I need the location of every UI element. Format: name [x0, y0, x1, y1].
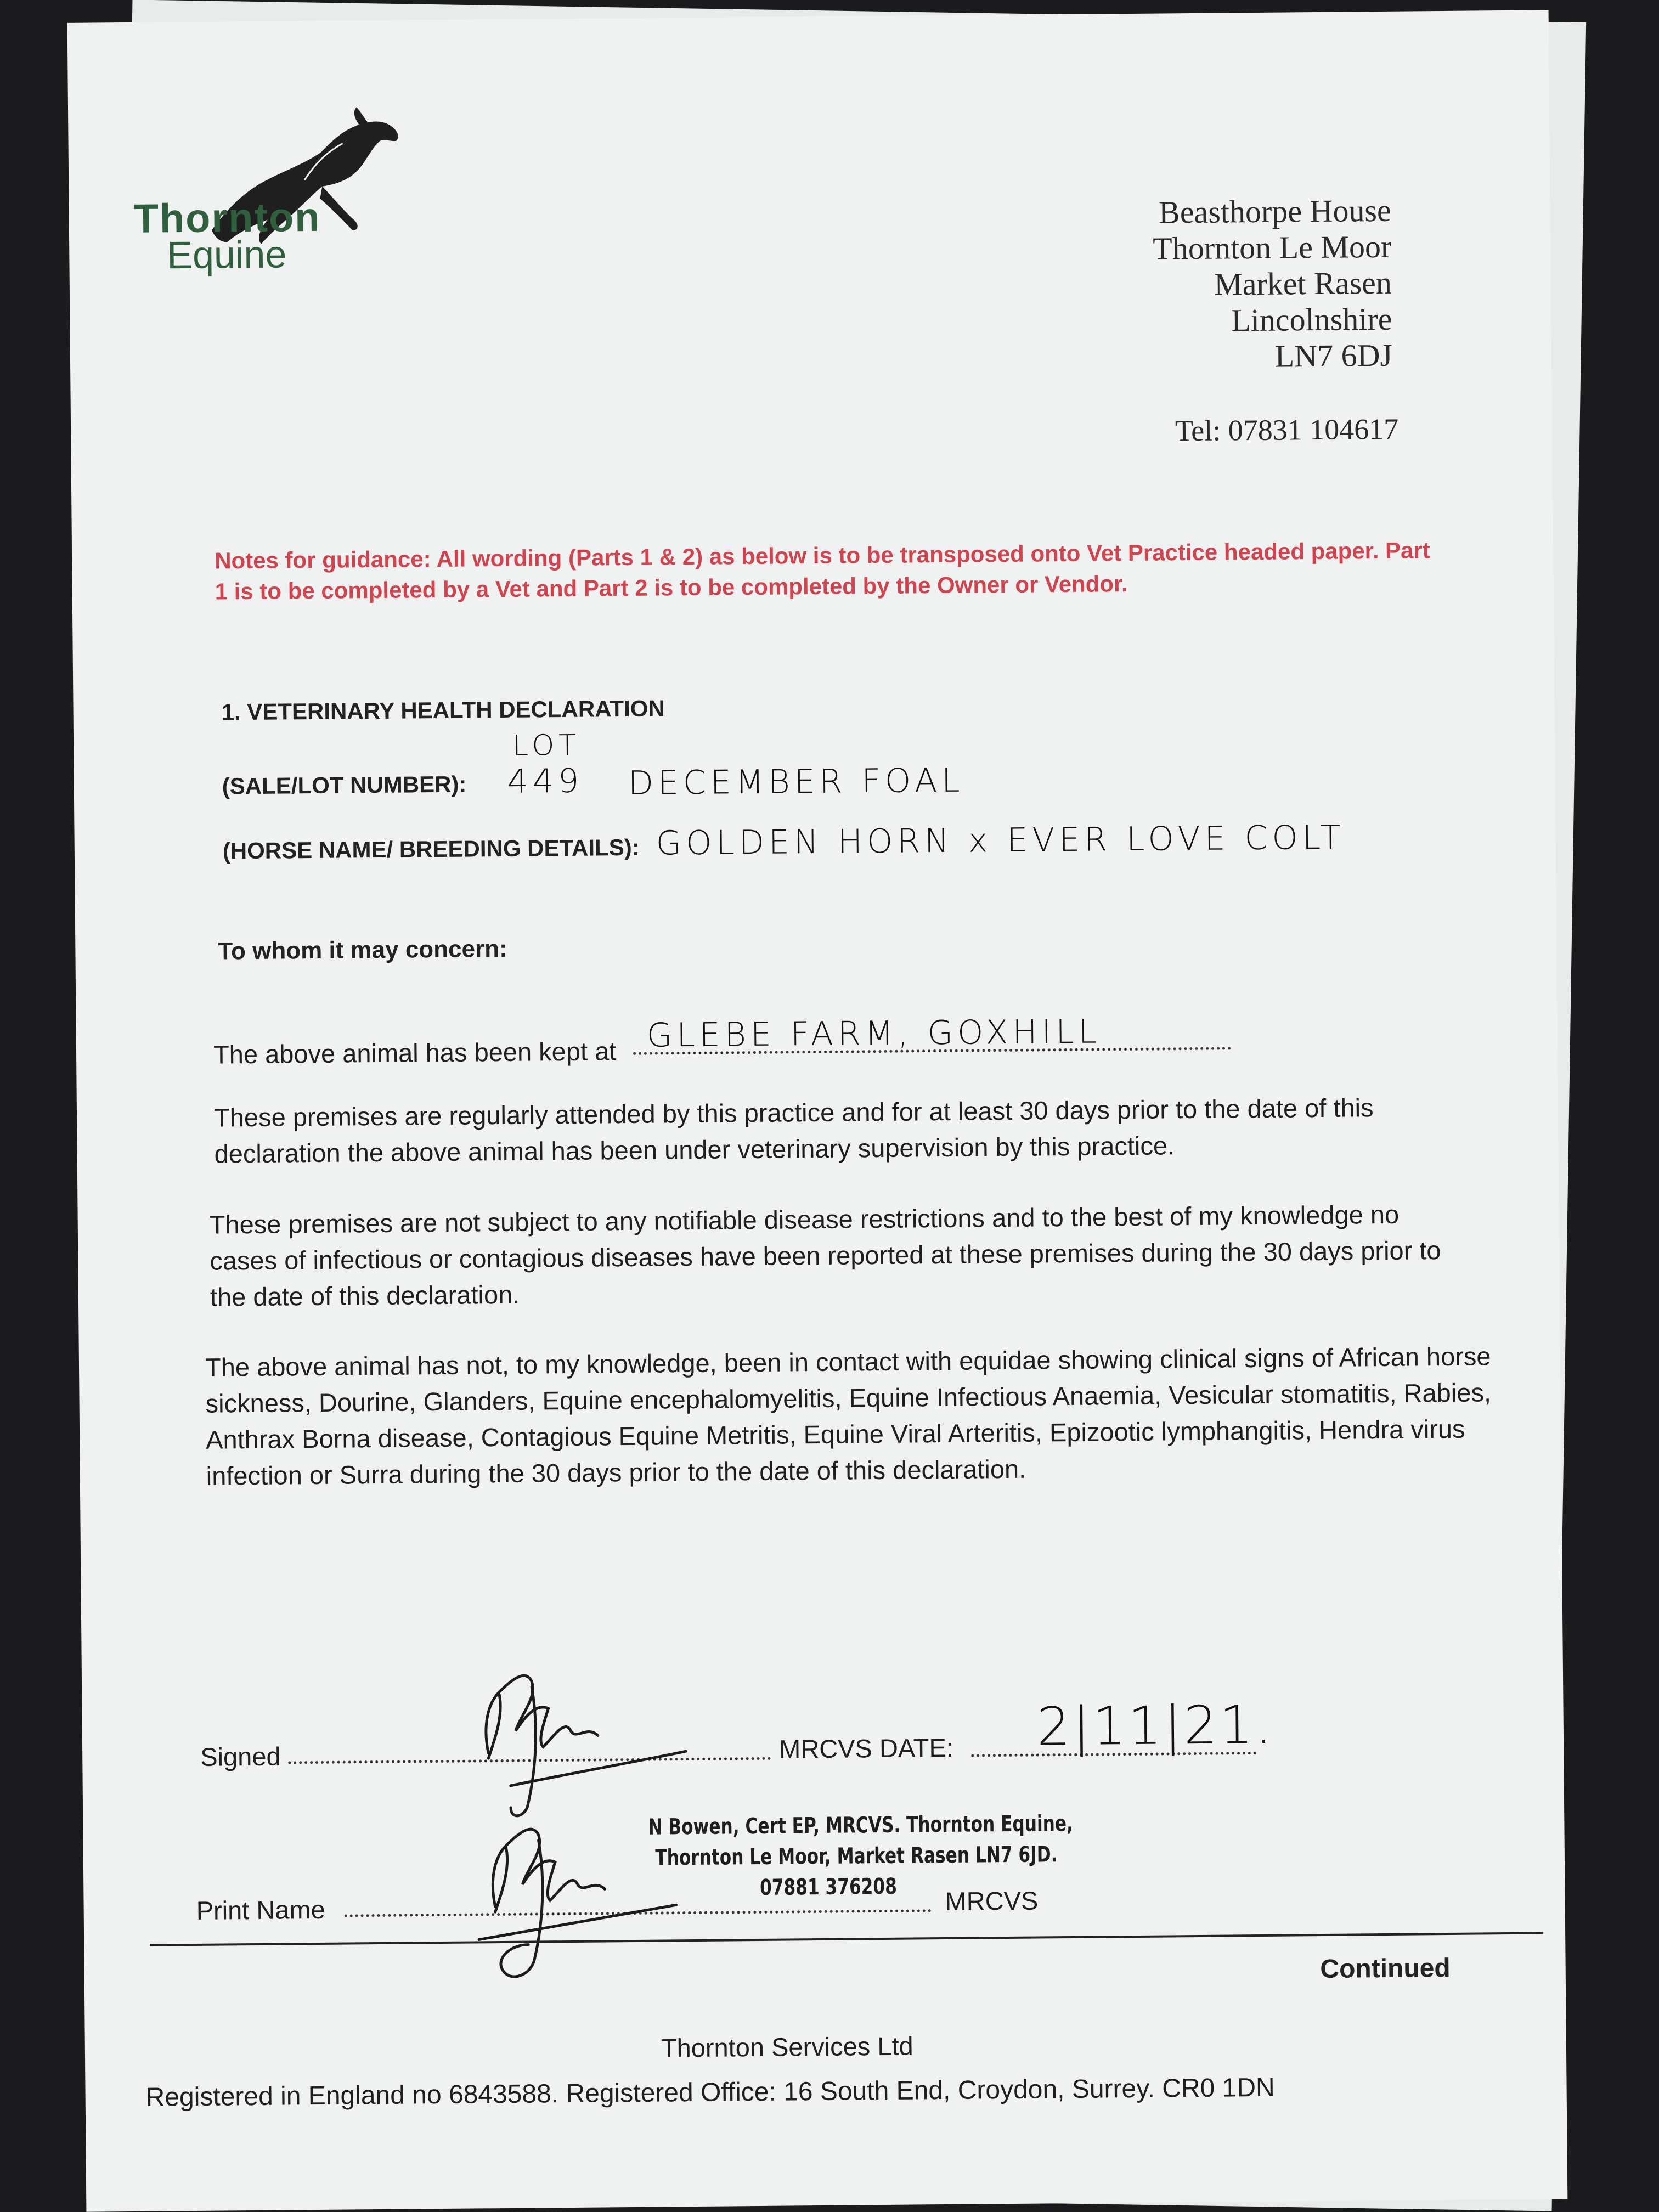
print-name-suffix: MRCVS — [945, 1886, 1039, 1916]
handwritten-horse-details: GOLDEN HORN x EVER LOVE COLT — [656, 818, 1345, 863]
paragraph-restrictions: These premises are not subject to any notifiable disease restrictions and to the best of my knowledge no cases of infectious or contagious diseases have been reported at these premises during the 30 days prior to the date of this declaration. — [209, 1199, 1441, 1312]
document-page — [67, 10, 1568, 2211]
salutation: To whom it may concern: — [218, 935, 507, 965]
telephone: Tel: 07831 104617 — [1175, 412, 1399, 448]
logo-wordmark-top: Thornton — [133, 194, 321, 241]
address-line: Lincolnshire — [1231, 301, 1392, 338]
logo-wordmark-bottom: Equine — [167, 233, 287, 277]
handwritten-premises: GLEBE FARM, GOXHILL — [646, 1012, 1102, 1055]
footer-divider — [150, 1932, 1543, 1946]
handwritten-lot: LOT — [512, 729, 581, 763]
horse-details-label: (HORSE NAME/ BREEDING DETAILS): — [222, 834, 640, 864]
address-line: LN7 6DJ — [1274, 337, 1393, 374]
address-line: Beasthorpe House — [1158, 192, 1391, 230]
paragraph-disease-contact: The above animal has not, to my knowledge, been in contact with equidae showing clinical signs of African horse sickness, Dourine, Glanders, Equine encephalomyelitis, Equine Infectious Anaemia, Vesicular stomatitis, Rabies, Anthrax Borna disease, Contagious Equine Metritis, Equine Viral Arteritis, Epizootic lymphangitis, Hendra virus infection or Surra during the 30 days prior to the date of this declaration. — [205, 1341, 1492, 1491]
handwritten-date: 2|11|21. — [1036, 1694, 1274, 1758]
stamp-line: Thornton Le Moor, Market Rasen LN7 6JD. — [655, 1842, 1058, 1871]
paragraph-supervision: These premises are regularly attended by this practice and for at least 30 days prior to the date of this declaration the above animal has been under veterinary supervision by this practice. — [213, 1093, 1374, 1169]
continued-label: Continued — [1320, 1953, 1451, 1984]
mrcvs-date-label: MRCVS DATE: — [778, 1733, 954, 1764]
address-line: Thornton Le Moor — [1153, 228, 1392, 267]
address-block — [1153, 193, 1393, 376]
stamp-line: 07881 376208 — [759, 1874, 898, 1900]
footer-registration: Registered in England no 6843588. Registered Office: 16 South End, Croydon, Surrey. CR0 1DN — [145, 2073, 1275, 2112]
section-title: 1. VETERINARY HEALTH DECLARATION — [221, 695, 665, 725]
sale-lot-label: (SALE/LOT NUMBER): — [222, 771, 467, 799]
kept-at-label: The above animal has been kept at — [213, 1036, 617, 1069]
signed-label: Signed — [200, 1741, 281, 1771]
guidance-notes: Notes for guidance: All wording (Parts 1 & 2) as below is to be transposed onto Vet Practice headed paper. Part 1 is to be completed by a Vet and Part 2 is to be completed by the Owner or Vendor. — [215, 537, 1430, 605]
handwritten-lot-detail: DECEMBER FOAL — [628, 761, 964, 803]
signature-2-icon — [445, 1795, 732, 1995]
handwritten-lot-number: 449 — [507, 761, 584, 801]
footer-company: Thornton Services Ltd — [661, 2031, 913, 2063]
address-line: Market Rasen — [1214, 264, 1392, 302]
print-name-label: Print Name — [196, 1894, 325, 1925]
stamp-line: N Bowen, Cert EP, MRCVS. Thornton Equine, — [648, 1810, 1074, 1840]
